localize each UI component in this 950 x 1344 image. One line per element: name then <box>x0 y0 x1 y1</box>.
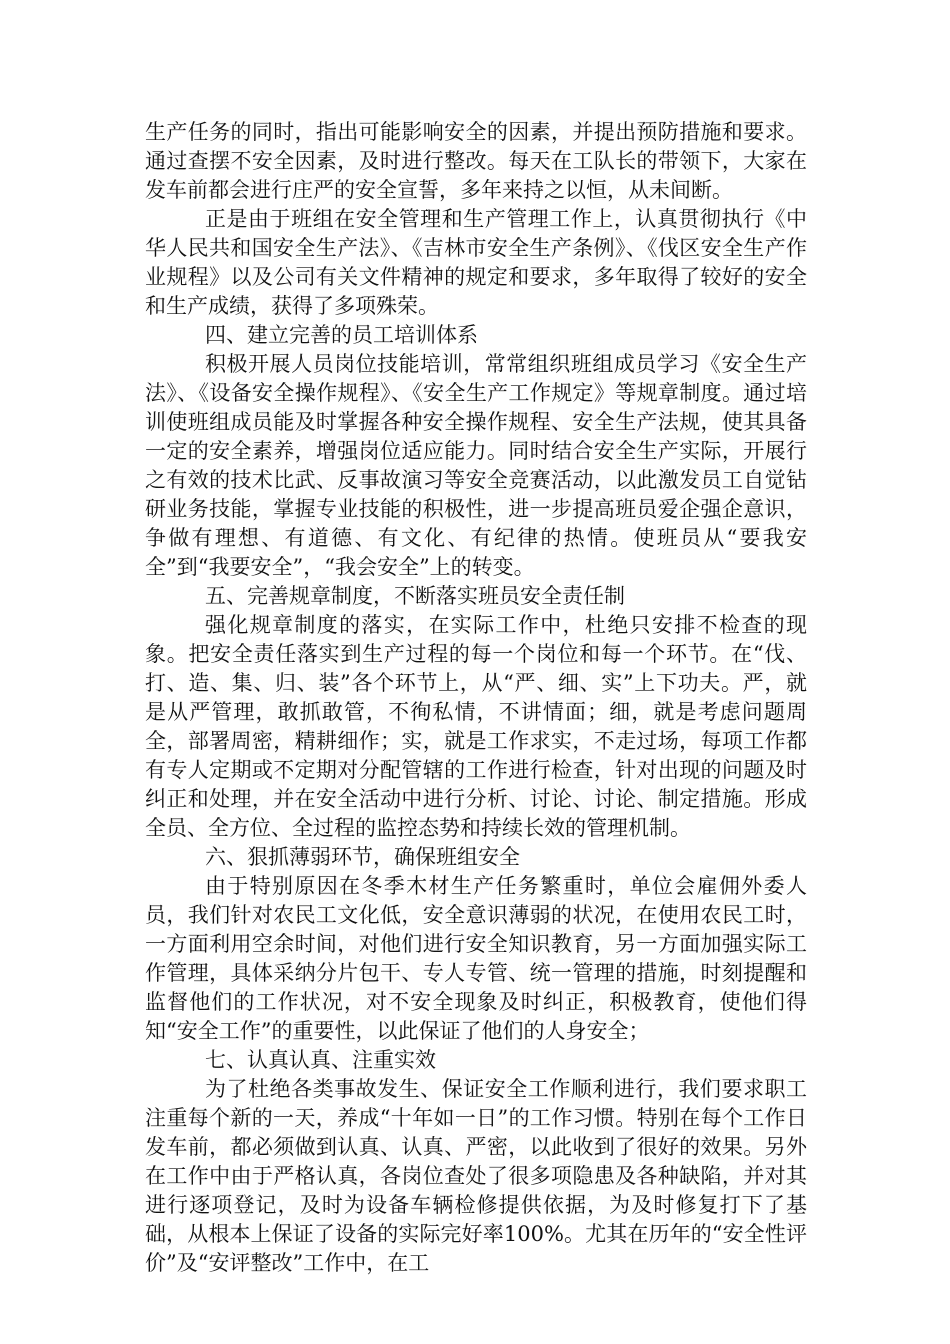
section-heading-7: 七、认真认真、注重实效 <box>205 1048 436 1072</box>
section-heading-4: 四、建立完善的员工培训体系 <box>205 323 478 347</box>
paragraph-training: 积极开展人员岗位技能培训，常常组织班组成员学习《安全生产法》、《设备安全操作规程》、《安全生产工作规定》等规章制度。通过培训使班组成员能及时掌握各种安全操作规程、安全生产法规，使其具备一定的安全素养，增强岗位适应能力。同时结合安全生产实际，开展行之有效的技术比武、反事故演习等安全竞赛活动，以此激发员工自觉钻研业务技能，掌握专业技能的积极性，进一步提高班员爱企强企意识，争做有理想、有道德、有文化、有纪律的热情。使班员从“要我安全”到“我要安全”，“我会安全”上的转变。 <box>145 352 807 579</box>
document-body <box>145 118 807 1278</box>
paragraph-effectiveness: 为了杜绝各类事故发生、保证安全工作顺利进行，我们要求职工注重每个新的一天，养成“十年如一日”的工作习惯。特别在每个工作日发车前，都必须做到认真、认真、严密，以此收到了很好的效果。另外在工作中由于严格认真，各岗位查处了很多项隐患及各种缺陷，并对其进行逐项登记，及时为设备车辆检修提供依据，为及时修复打下了基础，从根本上保证了设备的实际完好率100%。尤其在历年的“安全性评价”及“安评整改”工作中，在工 <box>145 1077 807 1275</box>
paragraph-continuation: 生产任务的同时，指出可能影响安全的因素，并提出预防措施和要求。通过查摆不安全因素，及时进行整改。每天在工队长的带领下，大家在发车前都会进行庄严的安全宣誓，多年来持之以恒，从未间断。 <box>145 120 807 202</box>
paragraph-weak-links: 由于特别原因在冬季木材生产任务繁重时，单位会雇佣外委人员，我们针对农民工文化低，安全意识薄弱的状况，在使用农民工时，一方面利用空余时间，对他们进行安全知识教育，另一方面加强实际工作管理，具体采纳分片包干、专人专管、统一管理的措施，时刻提醒和监督他们的工作状况，对不安全现象及时纠正，积极教育，使他们得知“安全工作”的重要性，以此保证了他们的人身安全； <box>145 874 807 1043</box>
paragraph-rules: 强化规章制度的落实，在实际工作中，杜绝只安排不检查的现象。把安全责任落实到生产过程的每一个岗位和每一个环节。在“伐、打、造、集、归、装”各个环节上，从“严、细、实”上下功夫。严，就是从严管理，敢抓敢管，不徇私情，不讲情面；细，就是考虑问题周全，部署周密，精耕细作；实，就是工作求实，不走过场，每项工作都有专人定期或不定期对分配管辖的工作进行检查，针对出现的问题及时纠正和处理，并在安全活动中进行分析、讨论、讨论、制定措施。形成全员、全方位、全过程的监控态势和持续长效的管理机制。 <box>145 613 807 840</box>
paragraph-safety-honors: 正是由于班组在安全管理和生产管理工作上，认真贯彻执行《中华人民共和国安全生产法》、《吉林市安全生产条例》、《伐区安全生产作业规程》以及公司有关文件精神的规定和要求，多年取得了较好的安全和生产成绩，获得了多项殊荣。 <box>145 207 807 318</box>
section-heading-6: 六、狠抓薄弱环节，确保班组安全 <box>205 845 520 869</box>
section-heading-5: 五、完善规章制度，不断落实班员安全责任制 <box>205 584 625 608</box>
